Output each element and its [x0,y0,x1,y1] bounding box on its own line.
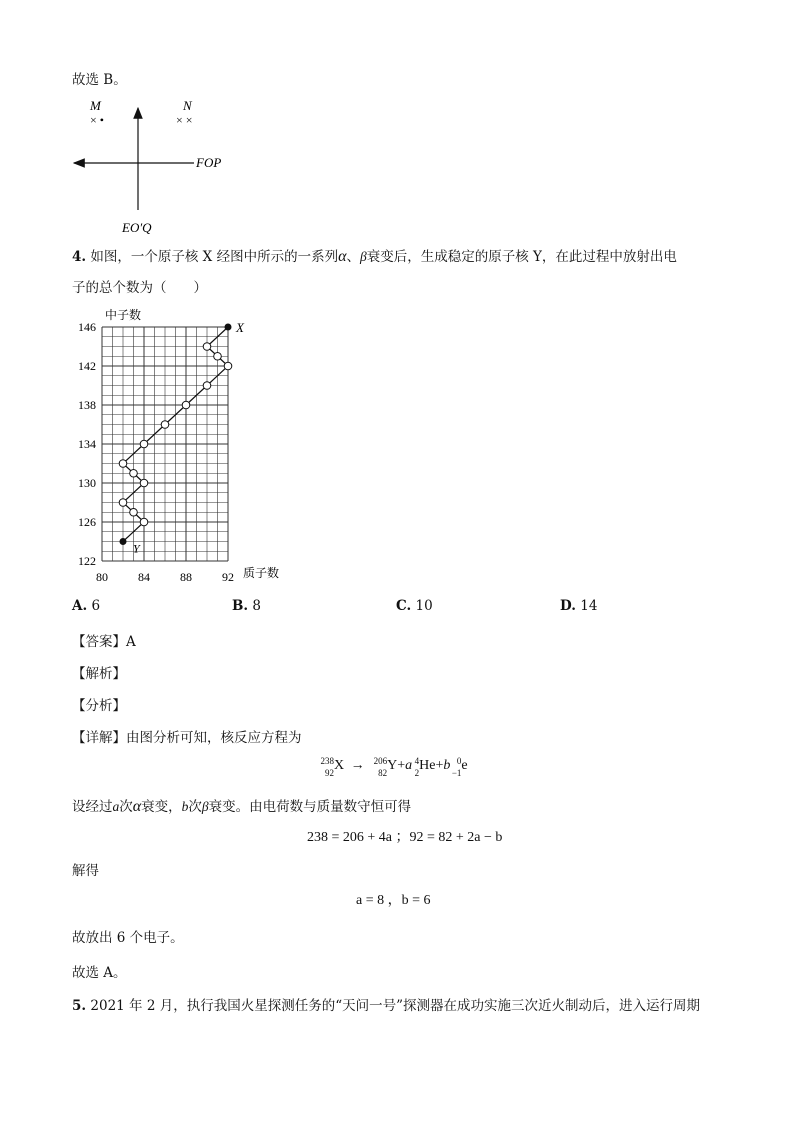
setup-part2: 次 [119,799,133,815]
y-tick-label: 142 [78,359,96,373]
label-m: M [90,98,101,113]
decay-point [203,382,211,390]
y-charge: 82 [378,768,388,778]
analysis-tag: 【解析】 [72,666,126,682]
solution-conclusion: 故选 A。 [72,965,127,981]
option-c-text: 10 [415,598,433,614]
n-marks: × × [176,113,193,127]
option-c-key: C. [396,598,412,614]
plus-2: + [435,758,444,774]
decay-point [130,508,138,516]
q4-stem-part1: 如图，一个原子核 X 经图中所示的一系列 [90,249,339,265]
plus-1: + [397,758,406,774]
decay-point [119,460,127,468]
decay-point [140,518,148,526]
x-mass: 238 [320,756,334,766]
solve-label: 解得 [72,863,99,879]
setup-a: a [112,799,120,814]
decay-path [119,320,245,556]
x-tick-label: 84 [138,570,150,584]
y-tick-label: 130 [78,476,96,490]
answer-value: A [126,634,136,650]
label-y-nucleus: Y [133,541,140,556]
decay-point [214,352,222,360]
q4-stem-part2: 衰变后，生成稳定的原子核 Y，在此过程中放射出电 [366,249,677,265]
e-symbol: e [461,758,468,774]
option-d-key: D. [560,598,576,614]
decay-point [140,479,148,487]
detail-text: 由图分析可知，核反应方程为 [126,730,302,746]
he-symbol: He [419,758,436,774]
label-x-nucleus: X [236,320,244,335]
beta-symbol: β [360,249,367,264]
label-eoq: EO′Q [122,220,152,235]
q4-stem-line1 [72,245,677,266]
coef-b: b [443,758,451,774]
setup-part3: 衰变， [141,799,182,815]
decay-point [140,440,148,448]
x-symbol: X [334,758,345,774]
option-b-key: B. [232,598,249,614]
setup-line [72,795,411,816]
x-tick-label: 80 [96,570,108,584]
result-equation: a = 8 ，b = 6 [356,893,431,908]
setup-beta: β [201,799,209,814]
result-text: 故放出 6 个电子。 [72,930,184,946]
setup-part1: 设经过 [72,799,113,815]
option-b-text: 8 [252,598,262,614]
x-tick-label: 92 [222,570,234,584]
q4-stem-line2: 子的总个数为（ ） [72,280,207,296]
q4-number: 4. [72,249,87,265]
decay-point [130,469,138,477]
nuclide-decay-chart [65,305,305,590]
e-mass: 0 [456,756,462,766]
decay-point [182,401,190,409]
x-tick-label: 88 [180,570,192,584]
option-c[interactable] [396,598,433,614]
label-fop: FOP [196,155,222,170]
q5-text: 2021 年 2 月，执行我国火星探测任务的“天问一号”探测器在成功实施三次近火制动后，进入运行周期 [90,998,701,1014]
decay-point [161,421,169,429]
q5-stem [72,994,700,1014]
option-a-text: 6 [91,598,101,614]
setup-part5: 衰变。由电荷数与质量数守恒可得 [208,799,412,815]
decay-point [119,499,127,507]
y-symbol: Y [387,758,398,774]
y-axis-label: 中子数 [105,308,142,322]
answer-tag: 【答案】 [72,634,126,650]
endpoint-marker [120,539,126,545]
arrow-symbol: → [350,758,365,774]
detail-line [72,726,302,746]
answer-line [72,630,136,650]
he-mass: 4 [414,756,420,766]
decay-point [224,362,232,370]
prev-conclusion: 故选 B。 [72,72,127,88]
setup-alpha: α [132,798,142,815]
chart-grid [102,327,228,561]
x-axis-label: 质子数 [243,566,280,580]
option-a-key: A. [72,598,88,614]
nuclear-equation [318,756,468,782]
option-b[interactable] [232,598,261,614]
decay-point [203,343,211,351]
option-a[interactable] [72,598,100,614]
y-tick-label: 138 [78,398,96,412]
y-tick-label: 122 [78,554,96,568]
chart-ticks [78,320,234,584]
endpoint-marker [225,324,231,330]
label-n: N [183,98,192,113]
setup-part4: 次 [188,799,202,815]
m-marks: × • [90,113,104,127]
x-charge: 92 [325,768,334,778]
e-charge: −1 [451,768,462,778]
field-diagram [60,92,260,237]
q4-sep: 、 [346,249,360,265]
setup-b: b [181,799,189,814]
y-tick-label: 146 [78,320,96,334]
option-d-text: 14 [580,598,598,614]
he-charge: 2 [414,768,420,778]
fenxi-tag: 【分析】 [72,698,126,714]
conservation-equations: 238 = 206 + 4a ；92 = 82 + 2a − b [307,830,503,845]
alpha-symbol: α [338,248,347,265]
y-mass: 206 [373,756,388,766]
y-tick-label: 126 [78,515,96,529]
q5-number: 5. [72,998,87,1014]
y-tick-label: 134 [78,437,96,451]
detail-tag: 【详解】 [72,730,126,746]
option-d[interactable] [560,598,597,614]
coef-a: a [405,758,413,774]
